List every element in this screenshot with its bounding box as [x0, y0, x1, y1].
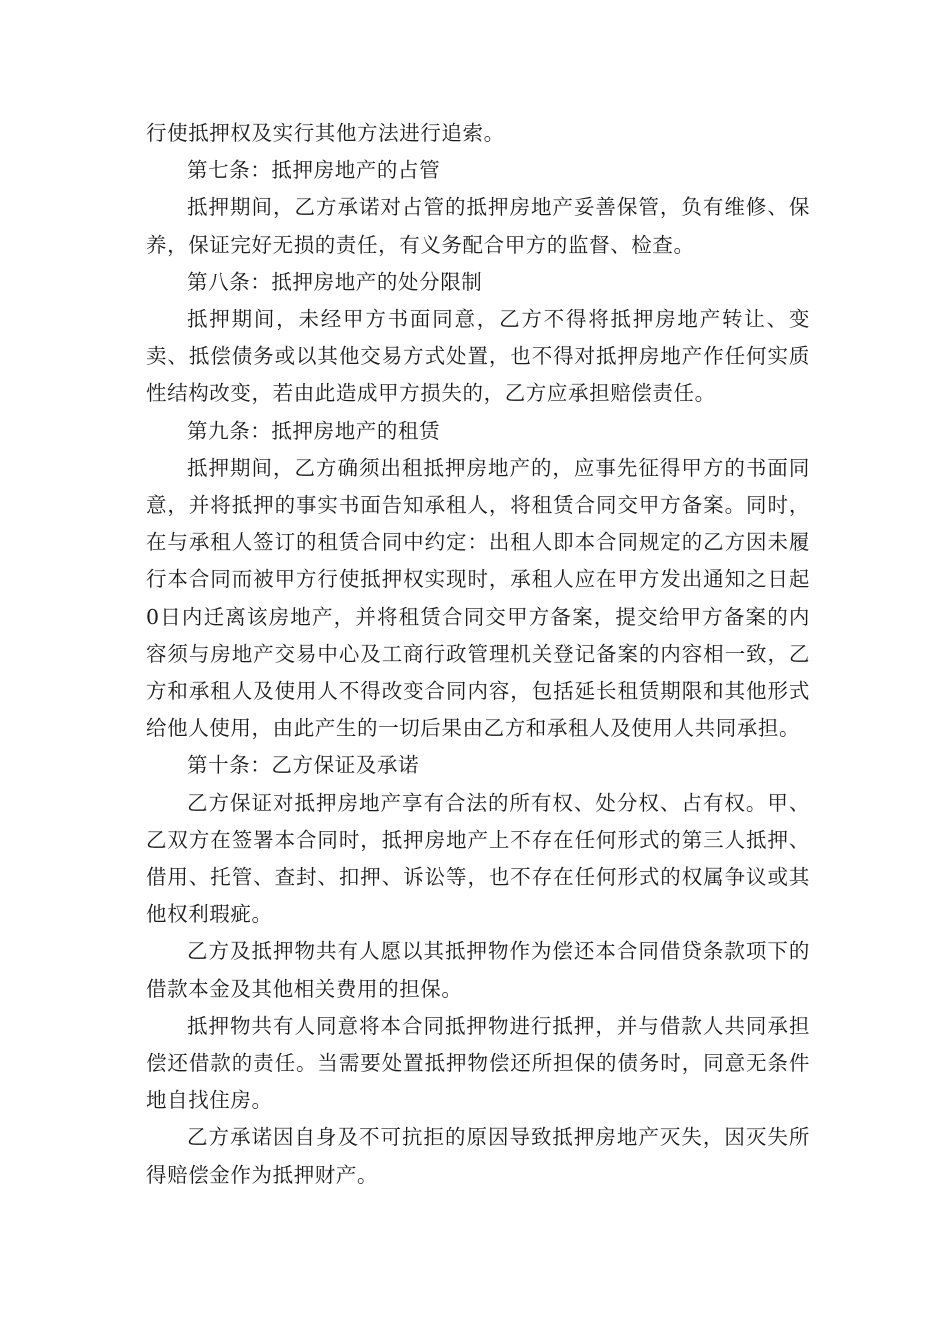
article-10-body-3: 抵押物共有人同意将本合同抵押物进行抵押，并与借款人共同承担偿还借款的责任。当需要处置抵押物偿还所担保的债务时，同意无条件地自找住房。 — [146, 1013, 810, 1113]
article-7-body: 抵押期间，乙方承诺对占管的抵押房地产妥善保管，负有维修、保养，保证完好无损的责任，有义务配合甲方的监督、检查。 — [146, 195, 810, 257]
article-9-body: 抵押期间，乙方确须出租抵押房地产的，应事先征得甲方的书面同意，并将抵押的事实书面告知承租人，将租赁合同交甲方备案。同时，在与承租人签订的租赁合同中约定：出租人即本合同规定的乙方因未履行本合同而被甲方行使抵押权实现时，承租人应在甲方发出通知之日起0日内迁离该房地产，并将租赁合同交甲方备案，提交给甲方备案的内容须与房地产交易中心及工商行政管理机关登记备案的内容相一致，乙方和承租人及使用人不得改变合同内容，包括延长租赁期限和其他形式给他人使用，由此产生的一切后果由乙方和承租人及使用人共同承担。 — [146, 455, 810, 741]
article-10-body-4: 乙方承诺因自身及不可抗拒的原因导致抵押房地产灭失，因灭失所得赔偿金作为抵押财产。 — [146, 1125, 810, 1187]
document-page — [146, 115, 810, 1194]
article-9-heading: 第九条：抵押房地产的租赁 — [187, 418, 441, 443]
article-10-heading: 第十条：乙方保证及承诺 — [187, 753, 420, 778]
article-7-heading: 第七条：抵押房地产的占管 — [187, 158, 441, 183]
article-10-body-1: 乙方保证对抵押房地产享有合法的所有权、处分权、占有权。甲、乙双方在签署本合同时，抵押房地产上不存在任何形式的第三人抵押、借用、托管、查封、扣押、诉讼等，也不存在任何形式的权属争议或其他权利瑕疵。 — [146, 790, 810, 927]
article-10-body-2: 乙方及抵押物共有人愿以其抵押物作为偿还本合同借贷条款项下的借款本金及其他相关费用的担保。 — [146, 939, 810, 1001]
article-8-heading: 第八条：抵押房地产的处分限制 — [187, 269, 483, 294]
article-8-body: 抵押期间，未经甲方书面同意，乙方不得将抵押房地产转让、变卖、抵偿债务或以其他交易方式处置，也不得对抵押房地产作任何实质性结构改变，若由此造成甲方损失的，乙方应承担赔偿责任。 — [146, 307, 810, 406]
paragraph-continuation: 行使抵押权及实行其他方法进行追索。 — [146, 121, 505, 145]
